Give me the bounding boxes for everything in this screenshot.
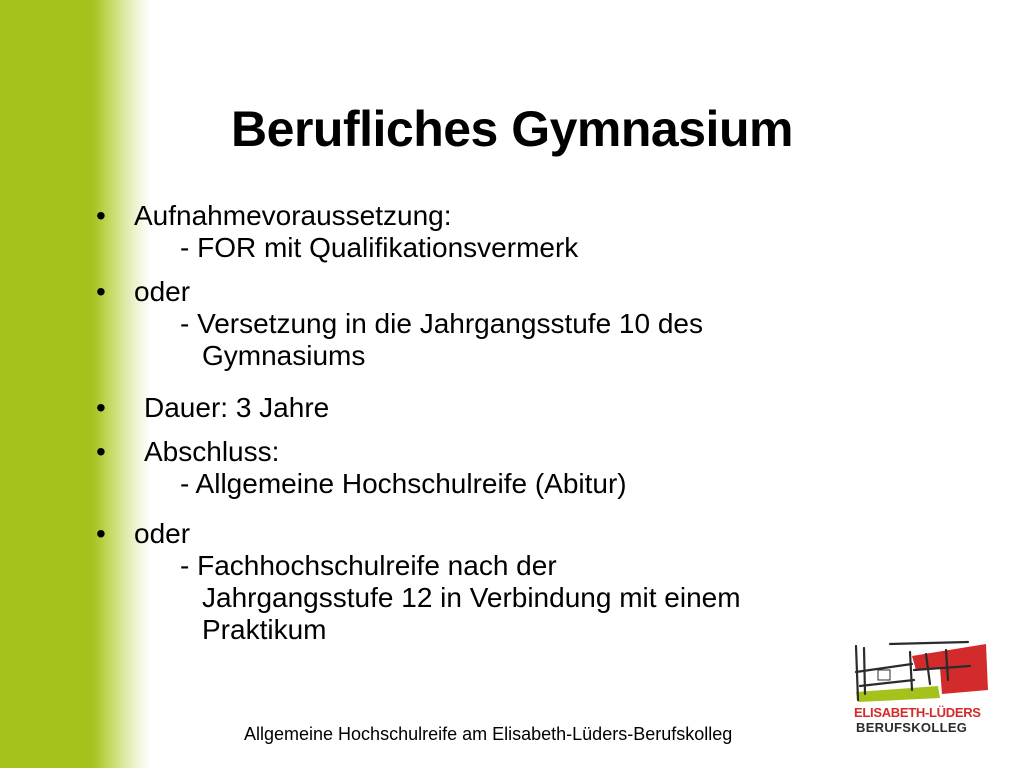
slide-footer: Allgemeine Hochschulreife am Elisabeth-Lüders-Berufskolleg [244, 724, 733, 744]
bullet-dot: • [96, 200, 106, 231]
logo-name-line: BERUFSKOLLEG [856, 720, 968, 735]
list-item [96, 276, 896, 372]
bullet-text: oder [134, 518, 191, 549]
bullet-dot: • [96, 518, 106, 549]
bullet-text: oder [134, 276, 191, 307]
list-item [96, 392, 896, 424]
bullet-subtext: - Versetzung in die Jahrgangsstufe 10 des [180, 308, 704, 339]
bullet-text: Dauer: 3 Jahre [144, 392, 330, 423]
bullet-subtext-continuation: Jahrgangsstufe 12 in Verbindung mit einem [202, 582, 741, 613]
list-item [96, 518, 896, 646]
bullet-subtext: - Fachhochschulreife nach der [180, 550, 557, 581]
bullet-dot: • [96, 276, 106, 307]
list-item [96, 436, 896, 500]
list-item [96, 200, 896, 264]
bullet-subtext: - Allgemeine Hochschulreife (Abitur) [180, 468, 627, 499]
bullet-subtext-continuation: Gymnasiums [202, 340, 366, 371]
bullet-dot: • [96, 392, 106, 423]
bullet-list [96, 200, 896, 658]
bullet-text: Aufnahmevoraussetzung: [134, 200, 452, 231]
bullet-text: Abschluss: [144, 436, 280, 467]
bullet-subtext: - FOR mit Qualifikationsvermerk [180, 232, 579, 263]
bullet-subtext-continuation: Praktikum [202, 614, 327, 645]
logo-name-line: ELISABETH-LÜDERS [854, 705, 981, 720]
bullet-dot: • [96, 436, 106, 467]
slide-title: Berufliches Gymnasium [231, 101, 793, 157]
